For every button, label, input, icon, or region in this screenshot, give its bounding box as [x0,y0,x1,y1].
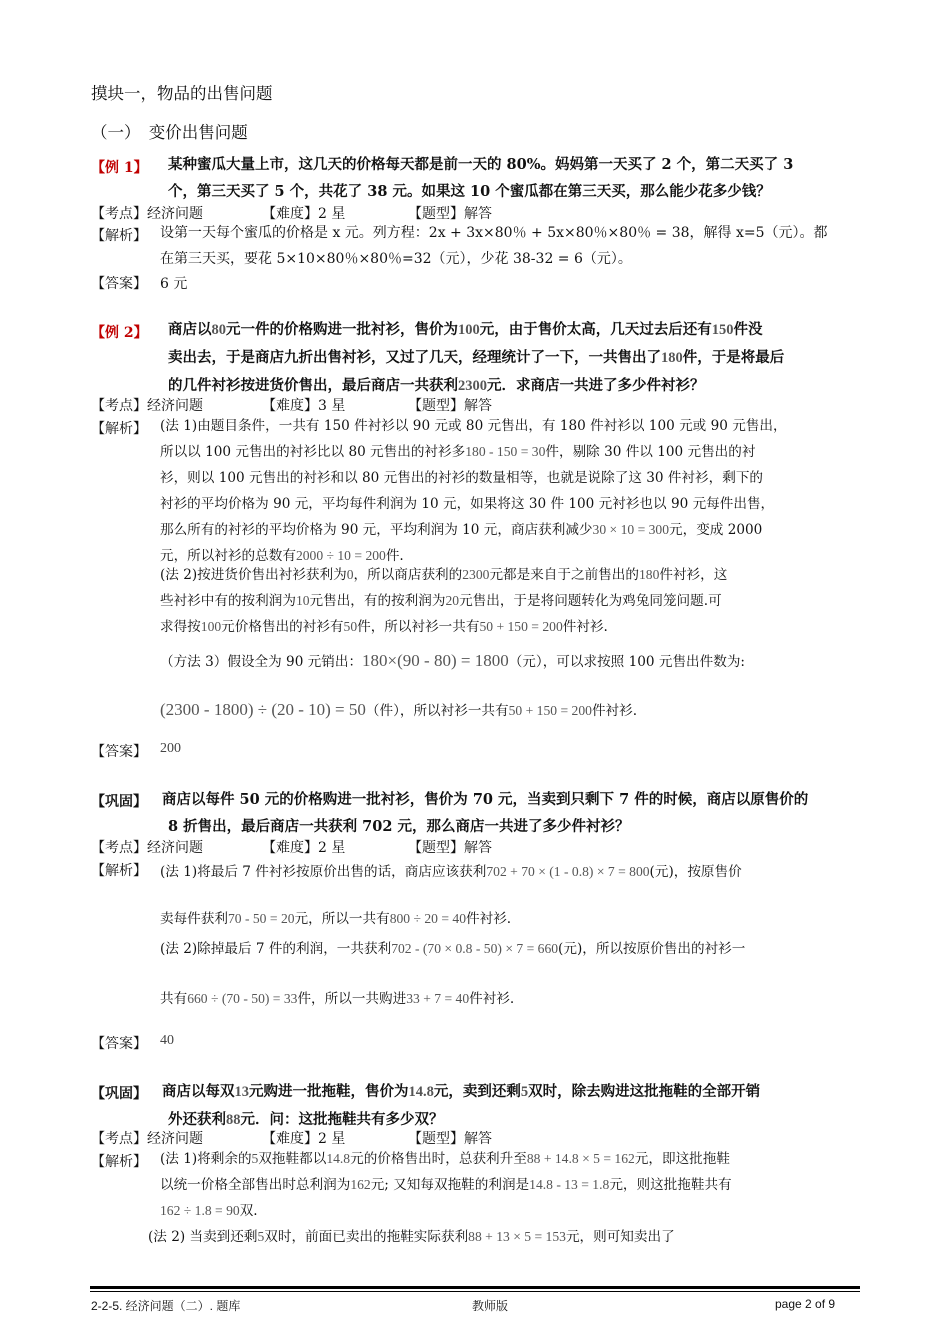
jiexi-line: 162 ÷ 1.8 = 90双. [160,1203,258,1219]
nandu: 【难度】2 星 [262,840,346,856]
jiexi-line: (法 2)按进货价售出衬衫获利为0，所以商店获利的2300元都是来自于之前售出的180件衬衫，这 [160,567,728,583]
jiexi-line: (法 1)将最后 7 件衬衫按原价出售的话，商店应该获利702 + 70 × (1 - 0.8) × 7 = 800(元)，按原售价 [160,864,742,880]
question-text [162,786,808,840]
answer-tag: 【答案】 [91,744,147,760]
answer-value: 40 [160,1033,174,1048]
jiexi-tag: 【解析】 [91,1154,147,1170]
jiexi-line: 求得按100元价格售出的衬衫有50件，所以衬衫一共有50 + 150 = 200件衬衫. [160,619,608,635]
question-text [168,151,793,205]
jiexi-tag: 【解析】 [91,863,147,879]
tixing: 【题型】解答 [408,840,492,856]
question-line: 卖出去，于是商店九折出售衬衫，又过了几天，经理统计了一下，一共售出了180件，于是将最后 [168,349,785,366]
answer-tag: 【答案】 [91,1036,147,1052]
footer-page-number: page 2 of 9 [775,1297,836,1311]
jiexi-method-2 [160,562,727,640]
jiexi-line: 元，所以衬衫的总数有2000 ÷ 10 = 200件. [160,548,404,564]
consolidation-tag: 【巩固】 [91,794,147,810]
jiexi-line: (法 2) 当卖到还剩5双时，前面已卖出的拖鞋实际获利88 + 13 × 5 = 153元，则可知卖出了 [148,1229,675,1245]
answer-value: 6 元 [160,276,188,292]
jiexi-text [160,1146,732,1224]
tixing: 【题型】解答 [408,398,492,414]
jiexi-line: (法 1)由题目条件，一共有 150 件衬衫以 90 元或 80 元售出，有 180 件衬衫以 100 元或 90 元售出， [160,418,787,434]
question-line: 外还获利88元．问：这批拖鞋共有多少双？ [168,1111,444,1128]
jiexi-line: (法 1)将剩余的5双拖鞋都以14.8元的价格售出时，总获利升至88 + 14.8 × 5 = 162元，即这批拖鞋 [160,1151,730,1167]
jiexi-line: 衫，则以 100 元售出的衬衫和以 80 元售出的衬衫的数量相等，也就是说除了这 30 件衬衫，剩下的 [160,470,764,486]
tixing: 【题型】解答 [408,206,492,222]
jiexi-line: 卖每件获利70 - 50 = 20元，所以一共有800 ÷ 20 = 40件衬衫. [160,911,512,927]
kaodian: 【考点】经济问题 [91,840,203,856]
nandu: 【难度】3 星 [262,398,346,414]
example-tag: 【例 1】 [91,160,148,176]
tixing: 【题型】解答 [408,1131,492,1147]
jiexi-tag: 【解析】 [91,228,147,244]
jiexi-line: 衬衫的平均价格为 90 元，平均每件利润为 10 元，如果将这 30 件 100 元衬衫也以 90 元每件出售， [160,496,775,512]
question-line: 个，第三天买了 5 个，共花了 38 元。如果这 10 个蜜瓜都在第三天买，那么能少花多少钱？ [168,183,771,200]
question-line: 商店以80元一件的价格购进一批衬衫，售价为100元，由于售价太高，几天过去后还有150件没 [168,321,763,338]
jiexi-method-3-line2: (2300 - 1800) ÷ (20 - 10) = 50（件），所以衬衫一共有50 + 150 = 200件衬衫. [160,700,638,719]
footer-left: 2-2-5. 经济问题（二）. 题库 [91,1299,241,1313]
section-title: （一） 变价出售问题 [91,123,248,142]
question-text [168,316,784,400]
jiexi-line: 以统一价格全部售出时总利润为162元; 又知每双拖鞋的利润是14.8 - 13 = 1.8元，则这批拖鞋共有 [160,1177,732,1193]
question-line: 某种蜜瓜大量上市，这几天的价格每天都是前一天的 80%。妈妈第一天买了 2 个，第二天买了 3 [168,156,794,173]
question-line: 商店以每双13元购进一批拖鞋，售价为14.8元，卖到还剩5双时，除去购进这批拖鞋的全部开销 [162,1083,761,1100]
jiexi-line: 设第一天每个蜜瓜的价格是 x 元。列方程：2x + 3x×80％ + 5x×80％×80％ = 38，解得 x=5（元）。都 [160,225,828,241]
nandu: 【难度】2 星 [262,1131,346,1147]
answer-tag: 【答案】 [91,276,147,292]
jiexi-line: 那么所有的衬衫的平均价格为 90 元，平均利润为 10 元，商店获利减少30 × 10 = 300元，变成 2000 [160,522,763,538]
jiexi-line: 所以以 100 元售出的衬衫比以 80 元售出的衬衫多180 - 150 = 30件，剔除 30 件以 100 元售出的衬 [160,444,756,460]
consolidation-tag: 【巩固】 [91,1086,147,1102]
question-line: 的几件衬衫按进货价售出，最后商店一共获利2300元．求商店一共进了多少件衬衫？ [168,377,705,394]
example-tag: 【例 2】 [91,325,148,341]
jiexi-line: 些衬衫中有的按利润为10元售出，有的按利润为20元售出，于是将问题转化为鸡兔同笼问题.可 [160,593,722,609]
kaodian: 【考点】经济问题 [91,398,203,414]
footer-rule-thin [90,1291,860,1292]
jiexi-method-3-line1: （方法 3）假设全为 90 元销出：180×(90 - 80) = 1800（元），可以求按照 100 元售出件数为: [160,651,745,670]
jiexi-line: 共有660 ÷ (70 - 50) = 33件，所以一共购进33 + 7 = 40件衬衫. [160,991,515,1007]
jiexi-tag: 【解析】 [91,421,147,437]
jiexi-text [160,220,828,272]
jiexi-line: (法 2)除掉最后 7 件的利润，一共获利702 - (70 × 0.8 - 50) × 7 = 660(元)，所以按原价售出的衬衫一 [160,941,746,957]
answer-value: 200 [160,741,181,756]
question-text [162,1078,760,1134]
footer-center: 教师版 [472,1299,509,1313]
question-line: 商店以每件 50 元的价格购进一批衬衫，售价为 70 元，当卖到只剩下 7 件的时候，商店以原售价的 [162,791,809,808]
footer-rule-thick [90,1286,860,1289]
module-title: 摸块一，物品的出售问题 [91,84,273,103]
kaodian: 【考点】经济问题 [91,206,203,222]
nandu: 【难度】2 星 [262,206,346,222]
kaodian: 【考点】经济问题 [91,1131,203,1147]
question-line: 8 折售出，最后商店一共获利 702 元，那么商店一共进了多少件衬衫？ [168,818,630,835]
jiexi-line: 在第三天买，要花 5×10×80％×80％=32（元），少花 38-32 = 6（元）。 [160,251,632,267]
jiexi-method-1 [160,413,787,569]
